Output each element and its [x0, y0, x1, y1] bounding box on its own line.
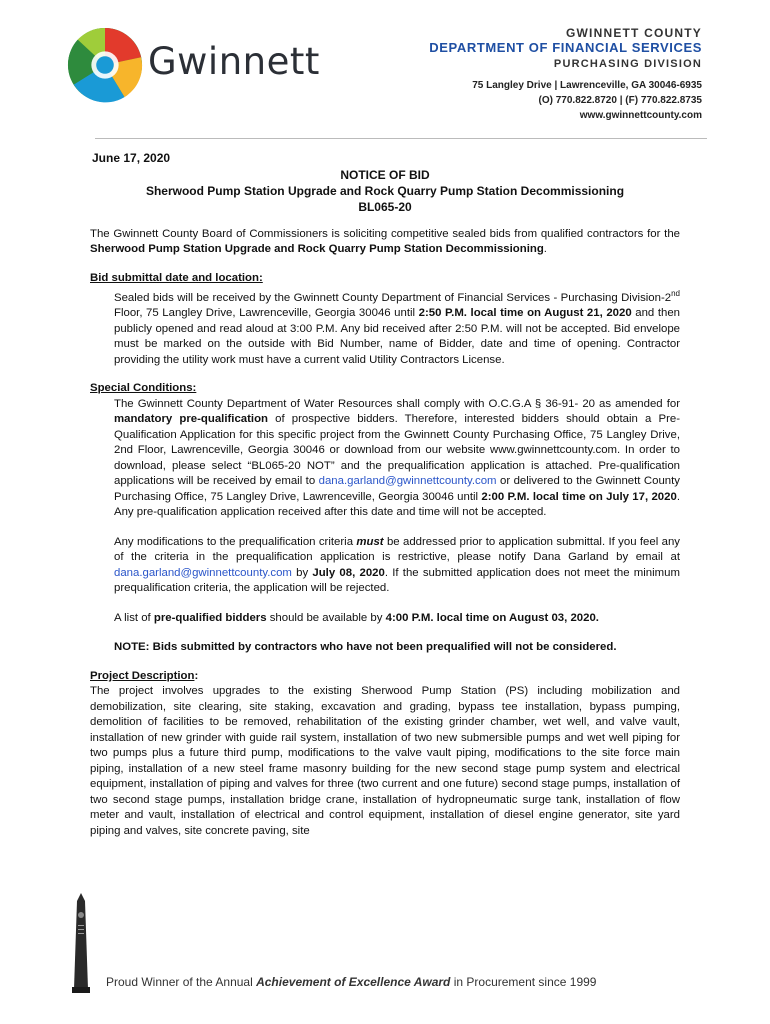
gwinnett-logo-icon	[66, 26, 144, 104]
email-link[interactable]: dana.garland@gwinnettcounty.com	[318, 475, 497, 488]
bid-submittal-heading: Bid submittal date and location:	[90, 271, 263, 284]
project-name: Sherwood Pump Station Upgrade and Rock Quarry Pump Station Decommissioning	[145, 183, 625, 198]
award-statement: Proud Winner of the Annual Achievement of Excellence Award in Procurement since 1999	[106, 975, 597, 989]
prequalified-list-paragraph: A list of pre-qualified bidders should be available by 4:00 P.M. local time on August 03, 2020.	[114, 611, 599, 624]
modifications-paragraph: Any modifications to the prequalification criteria must be addressed prior to application submittal. If you feel any of the criteria in the prequalification application is restrictive, please notify Dana Garland by email at dana.garland@gwinnettcounty.com by July 08, 2020. If the submitted application does not meet the minimum prequalification criteria, the application will be rejected.	[114, 535, 680, 595]
phone-fax: (O) 770.822.8720 | (F) 770.822.8735	[538, 95, 702, 106]
address: 75 Langley Drive | Lawrenceville, GA 30046-6935	[472, 80, 702, 91]
intro-paragraph: The Gwinnett County Board of Commissioners is soliciting competitive sealed bids from qualified contractors for the Sherwood Pump Station Upgrade and Rock Quarry Pump Station Decommissioning.	[90, 227, 680, 255]
website[interactable]: www.gwinnettcounty.com	[579, 110, 702, 121]
county-name: GWINNETT COUNTY	[566, 26, 702, 40]
special-conditions-paragraph: The Gwinnett County Department of Water Resources shall comply with O.C.G.A § 36-91- 20 as amended for mandatory pre-qualification of prospective bidders. Therefore, interested bidders should obtain a Pre-Qualification Application for this specific project from the Gwinnett County Purchasing Office, 75 Langley Drive, 2nd Floor, Lawrenceville, Georgia 30046 or download from our website www.gwinnettcounty.com. In order to download, please select “BL065-20 NOT” and the prequalification application is attached. Pre-qualification applications will be received by email to dana.garland@gwinnettcounty.com or delivered to the Gwinnett County Purchasing Office, 75 Langley Drive, Lawrenceville, Georgia 30046 until 2:00 P.M. local time on July 17, 2020. Any pre-qualification application received after this date and time will not be accepted.	[114, 397, 680, 519]
logo-wordmark: Gwinnett	[148, 40, 320, 83]
contact-block	[429, 78, 702, 123]
notice-body	[90, 151, 680, 839]
department-name: DEPARTMENT OF FINANCIAL SERVICES	[429, 40, 702, 55]
division-name: PURCHASING DIVISION	[553, 58, 702, 70]
letterhead	[429, 26, 702, 123]
project-description-heading: Project Description:	[90, 669, 199, 682]
footer	[66, 893, 706, 993]
note-paragraph: NOTE: Bids submitted by contractors who have not been prequalified will not be considered.	[114, 641, 617, 654]
notice-title: NOTICE OF BID	[340, 167, 430, 182]
project-description-paragraph: The project involves upgrades to the existing Sherwood Pump Station (PS) including mobilization and demobilization, site clearing, site staking, excavation and grading, bypass tee installation, bypass pumping, demolition of facilities to be removed, rehabilitation of the existing grinder chamber, wet well, and valve vault, installation of new grinder with guide rail system, installation of two new submersible pumps and wet well piping for two pumps plus a future third pump, modifications to the valve vault piping, modifications to the site force main piping, installation of a new steel frame masonry building for the new second stage pump system and electrical equipment, installation of piping and valves for three (two current and one future) second stage pumps, installation of two second stage pumps, installation bridge crane, installation of hydropneumatic surge tank, installation of flow meter and vault, installation of electrical and control equipment, installation of diesel engine generator, site yard piping and valves, site concrete paving, site	[90, 685, 680, 837]
email-link[interactable]: dana.garland@gwinnettcounty.com	[114, 566, 292, 579]
bid-number: BL065-20	[358, 199, 412, 214]
notice-date: June 17, 2020	[92, 151, 171, 165]
notice-title-block	[90, 167, 680, 215]
bid-submittal-paragraph: Sealed bids will be received by the Gwinnett County Department of Financial Services - Purchasing Division-2nd Floor, 75 Langley Drive, Lawrenceville, Georgia 30046 until 2:50 P.M. local time on August 21, 2020 and then publicly opened and read aloud at 3:00 P.M. Any bid received after 2:50 P.M. will not be accepted. Bid envelope must be marked on the outside with Bid Number, name of Bidder, date and time of opening. Contractor providing the utility work must have a current valid Utility Contractors License.	[114, 289, 681, 366]
award-trophy-icon	[66, 893, 96, 993]
special-conditions-heading: Special Conditions:	[90, 382, 197, 395]
header-divider	[95, 138, 707, 139]
